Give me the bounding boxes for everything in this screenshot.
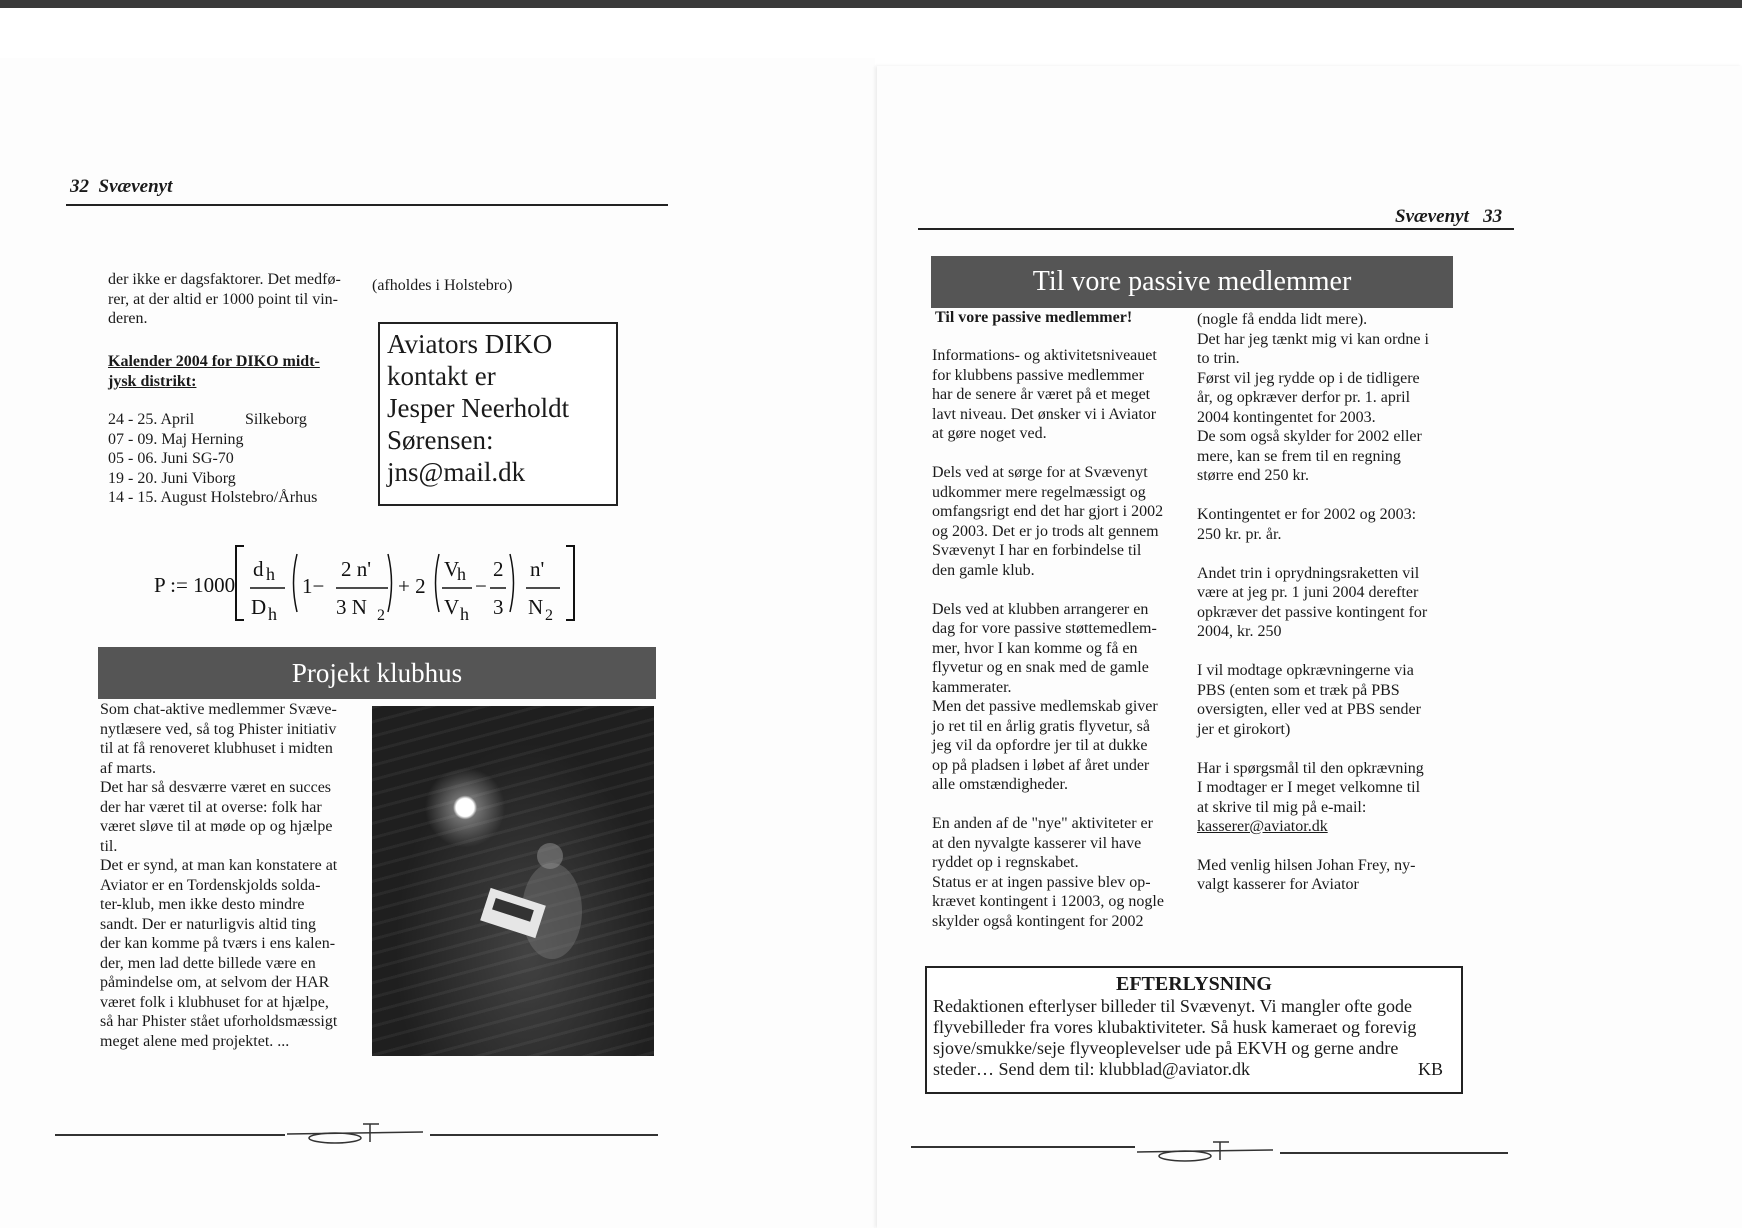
formula-sub2: 2	[545, 607, 553, 624]
diko-line: Sørensen:	[387, 425, 494, 455]
intro-paragraph: der ikke er dagsfaktorer. Det medfø- rer, at der altid er 1000 point til vin- deren.	[108, 271, 341, 327]
scoring-formula	[150, 538, 590, 628]
efterlysning-title: EFTERLYSNING	[1116, 973, 1272, 995]
formula-lhs: P := 1000	[154, 573, 236, 597]
calendar-list	[108, 410, 378, 508]
diko-line: Aviators DIKO	[387, 329, 553, 359]
projekt-klubhus-banner: Projekt klubhus	[98, 647, 656, 699]
formula-sub2: 2	[377, 607, 385, 624]
footer-rule-right	[430, 1134, 658, 1136]
passive-article-col1: Informations- og aktivitetsniveauet for klubbens passive medlemmer har de senere år været på et meget lavt niveau. Det ønsker vi i Aviator at gøre noget ved. Dels ved at sørge for at Svævenyt udkommer mere regelmæssigt og omfangsrigt end det har gjort i 2002 og 2003. Det er jo trods alt gennem Svævenyt I har en forbindelse til den gamle klub. Dels ved at klubben arrangerer en dag for vore passive støttemedlem- mer, hvor I kan komme og få en flyvetur og en snak med de gamle kammerater. Men det passive medlemskab giver jo ret til en årlig gratis flyvetur, så jeg vil da opfordre jer til at dukke op på pladsen i løbet af året under alle omstændigheder. En anden af de "nye" aktiviteter er at den nyvalgte kasserer vil have ryddet op i regnskabet. Status er at ingen passive blev op- krævet kontingent i 12003, og nogle skylder også kontingent for 2002	[932, 347, 1164, 930]
formula-N: N	[528, 595, 544, 619]
formula-D: D	[251, 595, 267, 619]
formula-2n: 2 n'	[341, 557, 372, 581]
left-page-header	[70, 176, 172, 198]
page-number: 32	[70, 176, 89, 197]
formula-V: V	[444, 595, 460, 619]
header-rule	[918, 228, 1514, 230]
footer-rule-right	[1280, 1152, 1508, 1154]
formula-plus2: + 2	[398, 574, 426, 598]
klubhus-photo	[372, 706, 654, 1056]
efterlysning-text: Redaktionen efterlyser billeder til Svævenyt. Vi mangler ofte gode flyvebilleder fra vores klubaktiviteter. Så husk kameraet og forevig sjove/smukke/seje flyveoplevelser ude på EKVH og gerne andre	[933, 996, 1417, 1058]
left-page	[0, 58, 875, 1228]
formula-h: h	[460, 604, 469, 624]
efterlysning-send-line: steder… Send dem til: klubblad@aviator.dk	[933, 1059, 1251, 1079]
calendar-item: 07 - 09. Maj Herning	[108, 430, 244, 448]
calendar-item: 19 - 20. Juni Viborg	[108, 469, 236, 487]
passive-members-banner: Til vore passive medlemmer	[931, 256, 1453, 308]
holstebro-note: (afholdes i Holstebro)	[372, 277, 513, 294]
calendar-heading: Kalender 2004 for DIKO midt- jysk distrikt:	[108, 353, 320, 390]
scan-top-edge	[0, 0, 1742, 8]
calendar-item: 14 - 15. August Holstebro/Århus	[108, 489, 318, 506]
formula-minus: −	[475, 574, 487, 598]
formula-2: 2	[493, 557, 504, 581]
photo-figure-sketch	[372, 706, 654, 1056]
efterlysning-box	[925, 966, 1463, 1094]
formula-one-minus: 1−	[302, 574, 325, 598]
footer-rule-left	[911, 1146, 1135, 1148]
formula-h: h	[457, 564, 466, 584]
glider-icon	[1135, 1138, 1275, 1168]
diko-line: Jesper Neerholdt	[387, 393, 570, 423]
calendar-item: 05 - 06. Juni SG-70	[108, 450, 234, 467]
diko-line: kontakt er	[387, 361, 496, 391]
calendar-item: 24 - 25. April Silkeborg	[108, 411, 307, 428]
right-page-header	[1395, 206, 1502, 228]
efterlysning-last-line	[933, 1059, 1455, 1080]
formula-n-prime: n'	[530, 557, 545, 581]
formula-h: h	[266, 564, 275, 584]
right-page	[877, 66, 1742, 1228]
diko-email: jns@mail.dk	[387, 457, 526, 487]
glider-icon	[285, 1120, 425, 1150]
closing-signature: Med venlig hilsen Johan Frey, ny- valgt kasserer for Aviator	[1197, 856, 1416, 893]
formula-3N: 3 N	[336, 595, 367, 619]
klubhus-article: Som chat-aktive medlemmer Svæve- nytlæsere ved, så tog Phister initiativ til at få renoveret klubhuset i midten af marts. Det har så desværre været en succes der har været til at overse: folk har været sløve til at møde op og hjælpe til. Det er synd, at man kan konstatere at Aviator er en Tordenskjolds solda- ter-klub, men ikke desto mindre sandt. Der er naturligvis altid ting der kan komme på tværs i ens kalen- der, men lad dette billede være en påmindelse om, at selvom der HAR været folk i klubhuset for at hjælpe, så har Phister stået uforholdsmæssigt meget alene med projektet. ...	[100, 701, 338, 1050]
formula-3: 3	[493, 595, 504, 619]
running-title: Svævenyt	[98, 176, 173, 197]
passive-article-col2: (nogle få endda lidt mere). Det har jeg tænkt mig vi kan ordne i to trin. Først vil jeg rydde op i de tidligere år, og opkræver derfor pr. 1. april 2004 kontingentet for 2003. De som også skylder for 2002 eller mere, kan se frem til en regning større end 250 kr. Kontingentet er for 2002 og 2003: 250 kr. pr. år. Andet trin i oprydningsraketten vil være at jeg pr. 1 juni 2004 derefter opkræver det passive kontingent for 2004, kr. 250 I vil modtage opkrævningerne via PBS (enten som et træk på PBS oversigten, eller ved at PBS sender jer et girokort) Har i spørgsmål til den opkrævning I modtager er I meget velkomne til at skrive til mig på e-mail: kasserer@aviator.dk Med venlig hilsen Johan Frey, ny- valgt kasserer for Aviator	[1197, 310, 1457, 895]
diko-contact-box	[378, 322, 618, 506]
efterlysning-signature: KB	[1417, 1059, 1443, 1079]
col1-heading: Til vore passive medlemmer!	[935, 309, 1133, 326]
formula-d: d	[253, 557, 264, 581]
formula-h: h	[268, 604, 277, 624]
page-number: 33	[1483, 206, 1503, 227]
kasserer-email-link[interactable]: kasserer@aviator.dk	[1197, 818, 1328, 835]
header-rule	[66, 204, 668, 206]
formula-V: V	[444, 557, 460, 581]
running-title: Svævenyt	[1395, 206, 1469, 227]
footer-rule-left	[55, 1134, 285, 1136]
